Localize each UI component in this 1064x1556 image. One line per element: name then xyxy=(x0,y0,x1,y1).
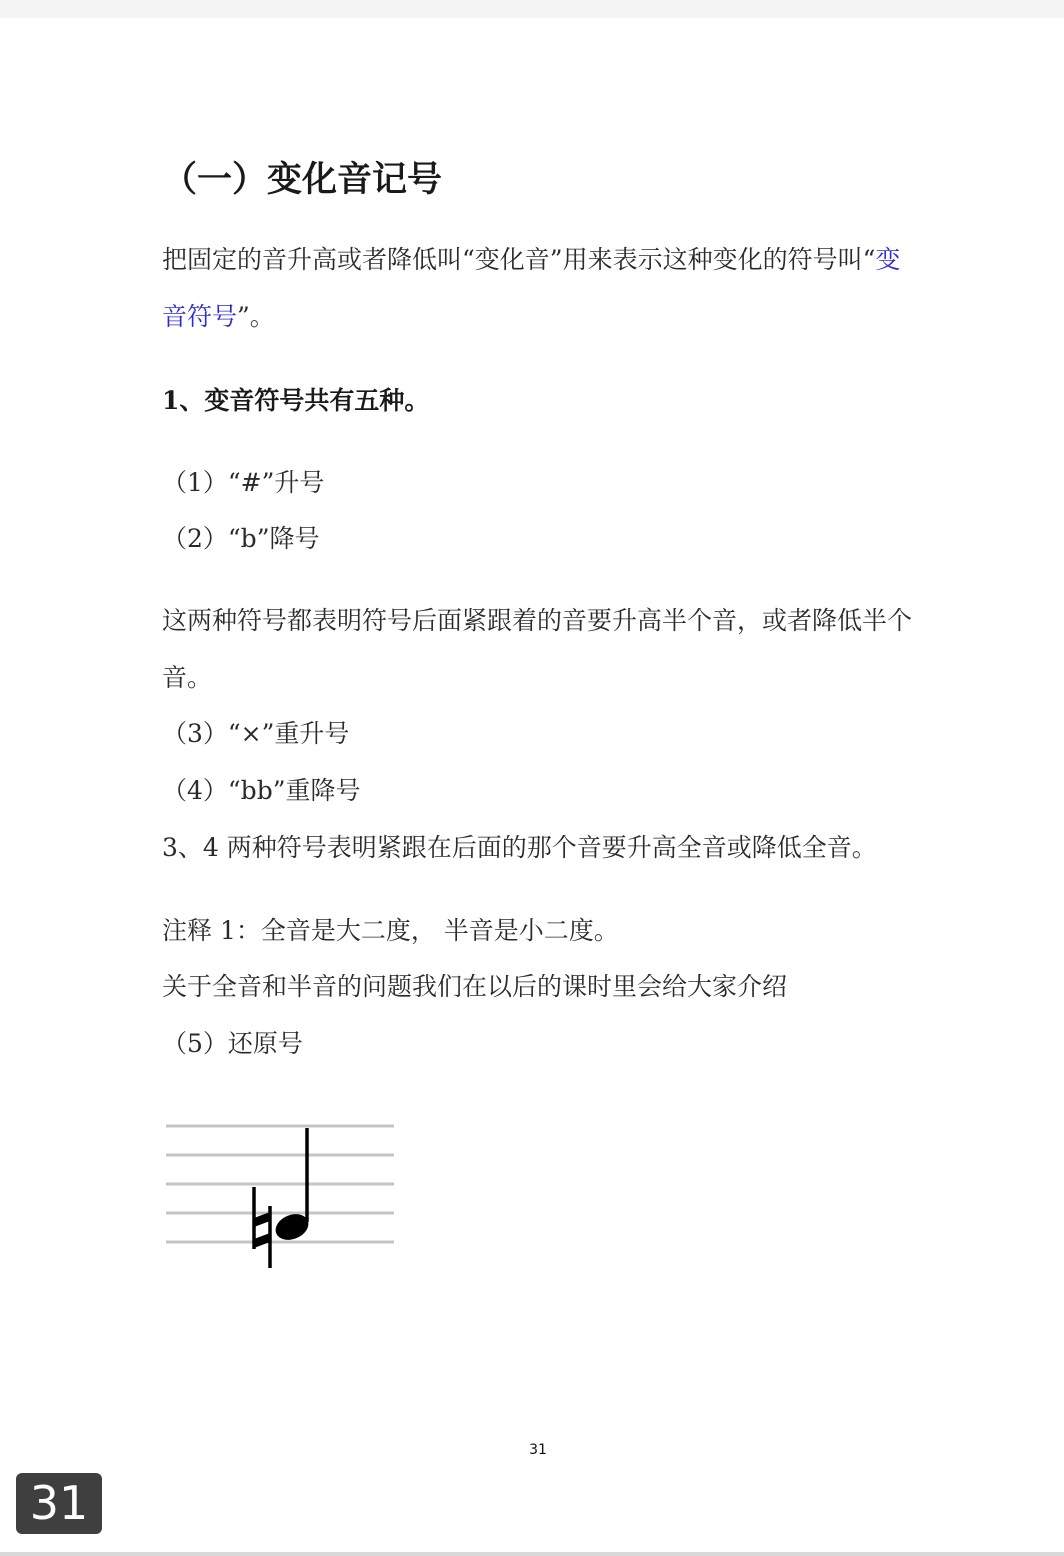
list-item-natural: （5）还原号 xyxy=(162,1029,303,1058)
list-item-double-flat: （4）“bb”重降号 xyxy=(162,776,361,805)
explanation-2: 3、4 两种符号表明紧跟在后面的那个音要升高全音或降低全音。 xyxy=(162,833,877,862)
list-title: 1、变音符号共有五种。 xyxy=(162,386,430,415)
viewer-bottom-strip xyxy=(0,1552,1064,1556)
quarter-note-icon xyxy=(272,1128,313,1244)
list-item-sharp: （1）“#”升号 xyxy=(162,468,325,497)
page-indicator-badge: 31 xyxy=(16,1473,102,1534)
explanation-line-1: 这两种符号都表明符号后面紧跟着的音要升高半个音，或者降低半个 xyxy=(162,606,913,635)
list-item-flat: （2）“b”降号 xyxy=(162,524,320,553)
page-number: 31 xyxy=(529,1442,547,1458)
note-1: 注释 1：全音是大二度， 半音是小二度。 xyxy=(162,916,619,945)
intro-closing: ”。 xyxy=(237,302,275,331)
viewer-top-strip xyxy=(0,0,1064,18)
natural-sign-icon xyxy=(254,1187,270,1268)
intro-line-2 xyxy=(162,302,275,332)
list-item-double-sharp: （3）“×”重升号 xyxy=(162,719,350,748)
music-staff-example xyxy=(160,1115,400,1275)
intro-line-1 xyxy=(162,245,900,275)
intro-link-part-1[interactable]: 变 xyxy=(875,245,901,274)
note-2: 关于全音和半音的问题我们在以后的课时里会给大家介绍 xyxy=(162,972,788,1001)
intro-link-part-2[interactable]: 音符号 xyxy=(162,302,238,331)
section-heading: （一）变化音记号 xyxy=(162,160,443,200)
intro-text: 把固定的音升高或者降低叫“变化音”用来表示这种变化的符号叫“ xyxy=(162,245,876,274)
explanation-line-2: 音。 xyxy=(162,663,213,692)
